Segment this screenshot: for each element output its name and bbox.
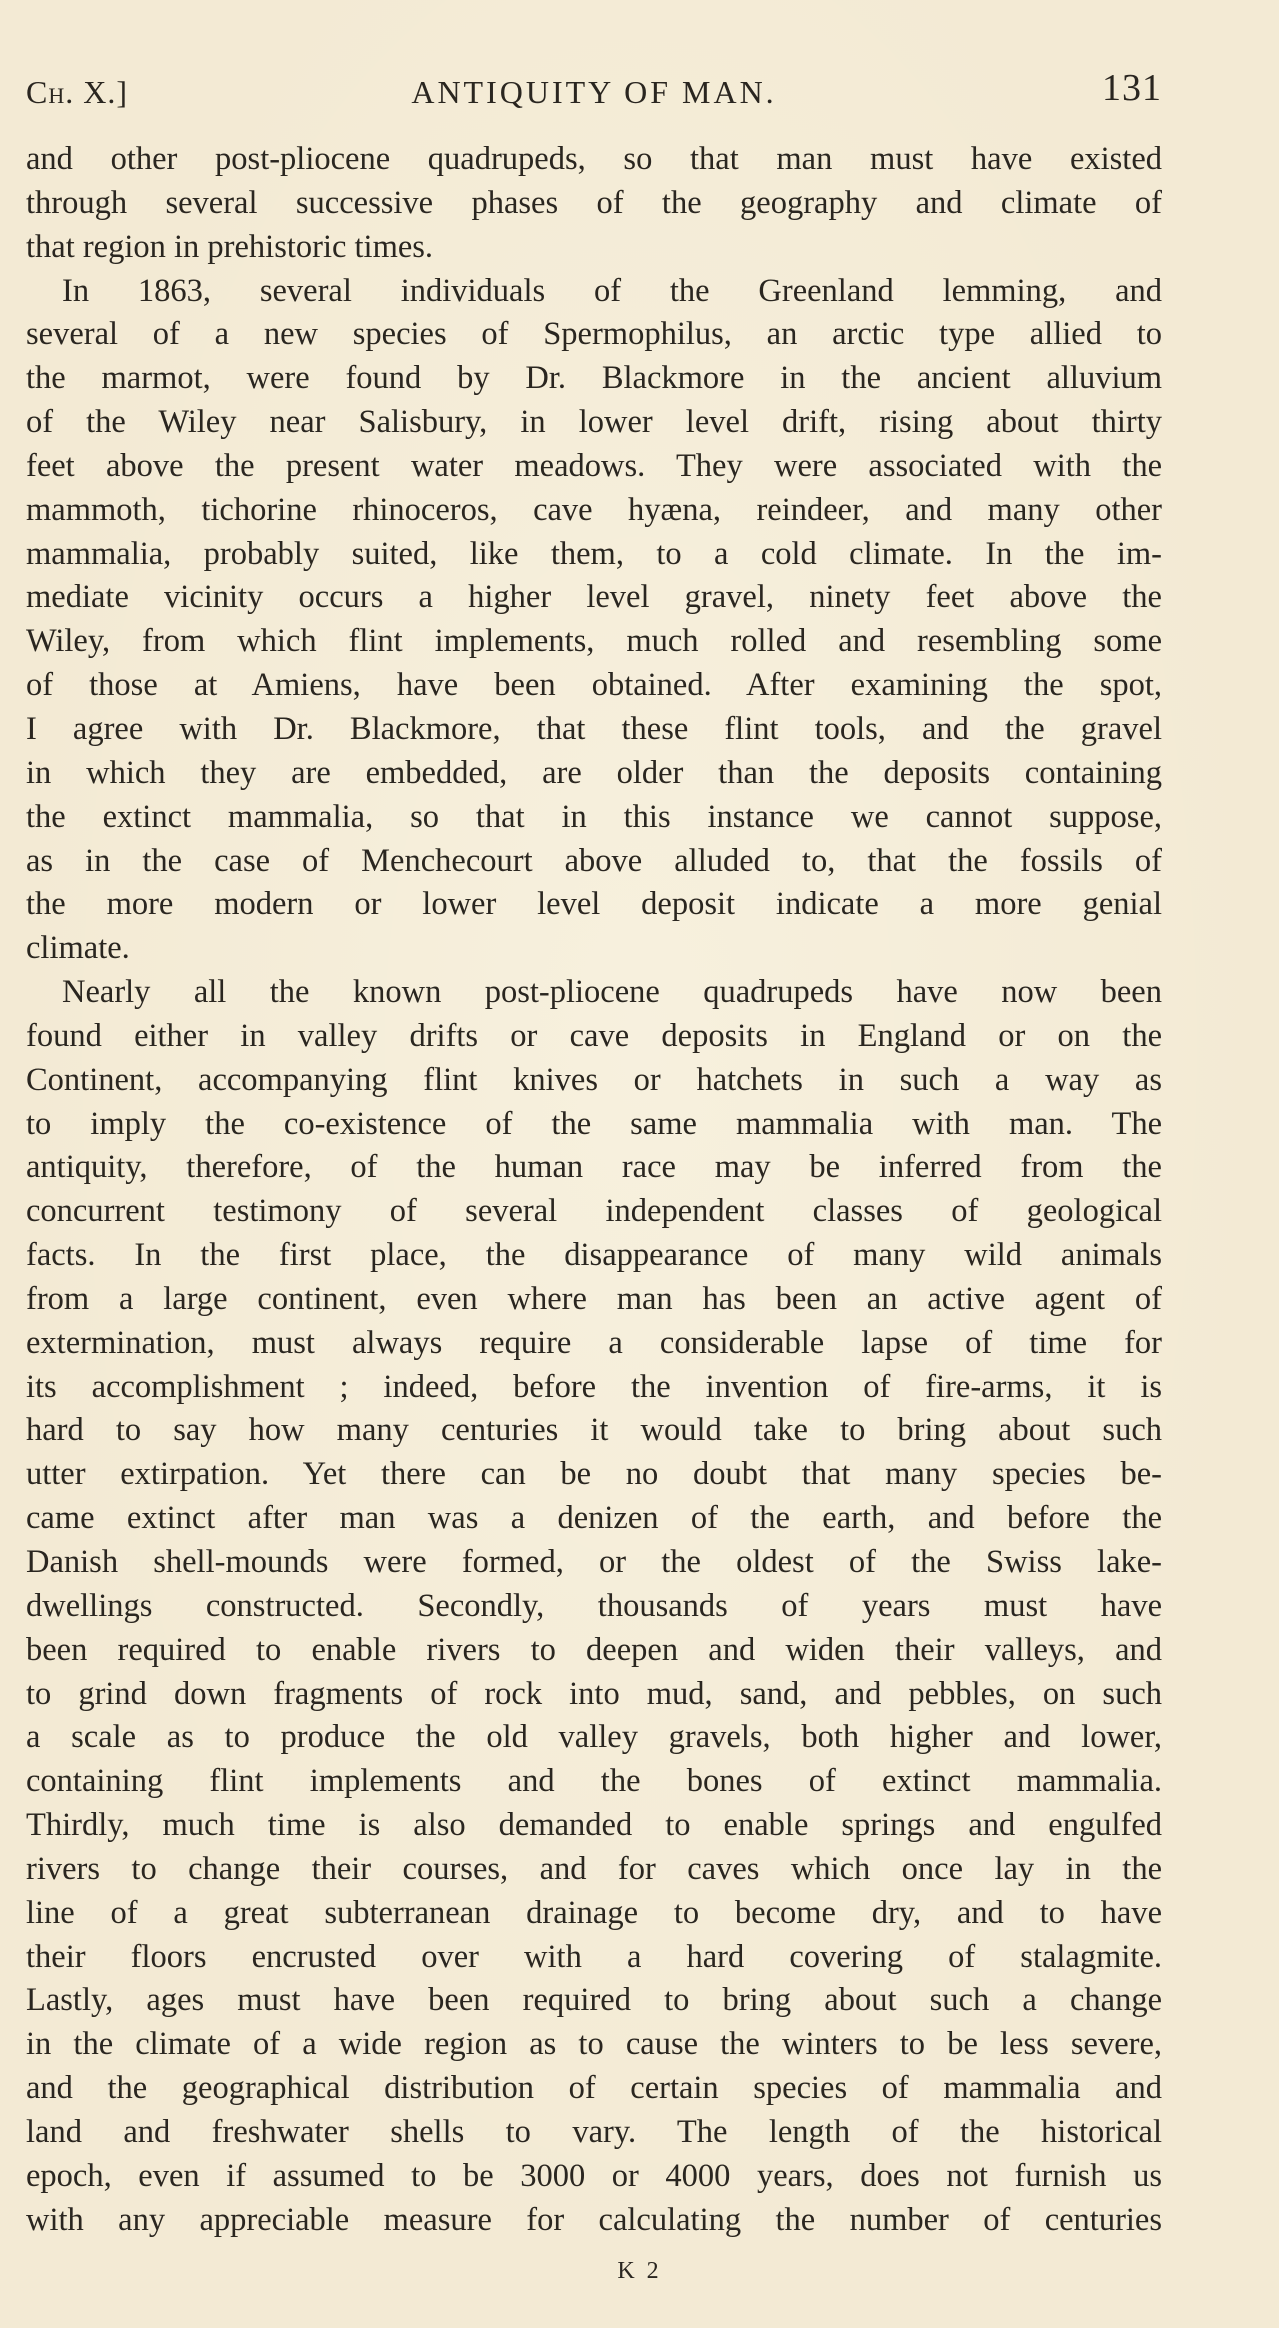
running-title: ANTIQUITY OF MAN. — [411, 74, 777, 110]
text-line: of the Wiley near Salisbury, in lower level drift, rising about thirty — [26, 404, 1162, 441]
text-line: to imply the co-existence of the same mammalia with man. The — [26, 1105, 1162, 1142]
text-line: the marmot, were found by Dr. Blackmore in the ancient alluvium — [26, 360, 1162, 397]
text-line: to grind down fragments of rock into mud, sand, and pebbles, on such — [26, 1675, 1162, 1712]
text-line: came extinct after man was a denizen of the earth, and before the — [26, 1500, 1162, 1537]
text-line: of those at Amiens, have been obtained. After examining the spot, — [26, 667, 1162, 704]
text-line: epoch, even if assumed to be 3000 or 4000 years, does not furnish us — [26, 2157, 1162, 2194]
text-line: land and freshwater shells to vary. The length of the historical — [26, 2113, 1162, 2150]
text-line: extermination, must always require a considerable lapse of time for — [26, 1324, 1162, 1361]
text-line: a scale as to produce the old valley gravels, both higher and lower, — [26, 1719, 1162, 1756]
text-line: mammalia, probably suited, like them, to a cold climate. In the im- — [26, 535, 1162, 572]
text-line: through several successive phases of the geography and climate of — [26, 184, 1162, 221]
text-line: in which they are embedded, are older than the deposits containing — [26, 754, 1162, 791]
running-head — [26, 66, 1162, 116]
text-line: mammoth, tichorine rhinoceros, cave hyæna, reindeer, and many other — [26, 491, 1162, 528]
text-line: several of a new species of Spermophilus, an arctic type allied to — [26, 316, 1162, 353]
text-line: with any appreciable measure for calculating the number of centuries — [26, 2201, 1162, 2238]
signature-mark: K 2 — [617, 2258, 662, 2284]
text-line: antiquity, therefore, of the human race may be inferred from the — [26, 1149, 1162, 1186]
text-line: their floors encrusted over with a hard covering of stalagmite. — [26, 1938, 1162, 1975]
text-line: Danish shell-mounds were formed, or the oldest of the Swiss lake- — [26, 1544, 1162, 1580]
text-line: In 1863, several individuals of the Greenland lemming, and — [62, 272, 1162, 309]
text-line: rivers to change their courses, and for caves which once lay in the — [26, 1850, 1162, 1887]
text-line: from a large continent, even where man has been an active agent of — [26, 1280, 1162, 1317]
text-line: I agree with Dr. Blackmore, that these flint tools, and the gravel — [26, 710, 1162, 747]
text-line: in the climate of a wide region as to cause the winters to be less severe, — [26, 2026, 1162, 2063]
page-number: 131 — [1102, 67, 1162, 109]
text-line: its accomplishment ; indeed, before the invention of fire-arms, it is — [26, 1368, 1162, 1405]
text-line: facts. In the first place, the disappearance of many wild animals — [26, 1237, 1162, 1274]
chapter-label: Ch. X.] — [26, 74, 128, 110]
text-line: hard to say how many centuries it would take to bring about such — [26, 1412, 1162, 1449]
text-line: climate. — [26, 930, 130, 967]
text-line: line of a great subterranean drainage to become dry, and to have — [26, 1894, 1162, 1931]
text-line: found either in valley drifts or cave deposits in England or on the — [26, 1017, 1162, 1054]
text-line: concurrent testimony of several independent classes of geological — [26, 1193, 1162, 1230]
text-line: Wiley, from which flint implements, much rolled and resembling some — [26, 623, 1162, 660]
body-text — [26, 138, 1162, 2243]
text-line: utter extirpation. Yet there can be no doubt that many species be- — [26, 1456, 1162, 1493]
text-line: dwellings constructed. Secondly, thousands of years must have — [26, 1587, 1162, 1624]
text-line: containing flint implements and the bones of extinct mammalia. — [26, 1763, 1162, 1800]
text-line: mediate vicinity occurs a higher level gravel, ninety feet above the — [26, 579, 1162, 616]
text-line: been required to enable rivers to deepen and widen their valleys, and — [26, 1631, 1162, 1668]
text-line: feet above the present water meadows. They were associated with the — [26, 447, 1162, 484]
text-line: Thirdly, much time is also demanded to enable springs and engulfed — [26, 1807, 1162, 1844]
text-line: Lastly, ages must have been required to bring about such a change — [26, 1982, 1162, 2019]
text-line: and the geographical distribution of certain species of mammalia and — [26, 2070, 1162, 2107]
text-line: and other post-pliocene quadrupeds, so that man must have existed — [26, 141, 1162, 177]
text-line: Continent, accompanying flint knives or hatchets in such a way as — [26, 1061, 1162, 1098]
text-line: Nearly all the known post-pliocene quadrupeds have now been — [62, 974, 1162, 1011]
text-line: the extinct mammalia, so that in this instance we cannot suppose, — [26, 798, 1162, 835]
text-line: the more modern or lower level deposit indicate a more genial — [26, 886, 1162, 923]
text-line: that region in prehistoric times. — [26, 228, 434, 265]
text-line: as in the case of Menchecourt above alluded to, that the fossils of — [26, 842, 1162, 879]
